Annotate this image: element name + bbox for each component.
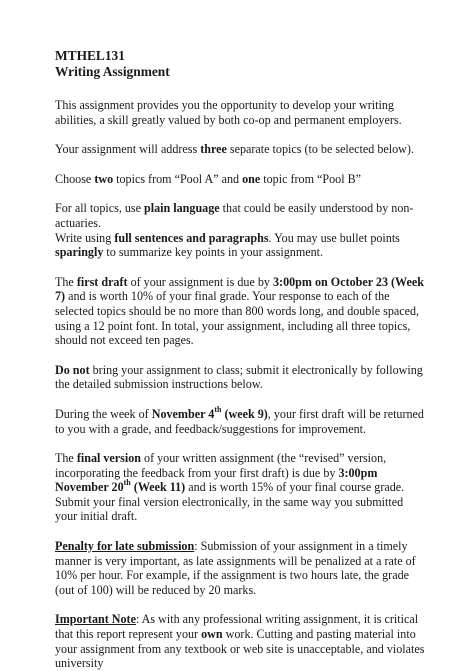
topics-count-paragraph: [55, 142, 425, 157]
document-header: [55, 48, 425, 80]
emphasis-own: own: [201, 627, 223, 642]
emphasis-full-sentences: full sentences and paragraphs: [114, 230, 269, 245]
text-run: . You may use bullet points: [268, 230, 400, 245]
return-date: [151, 404, 268, 421]
final-deadline-text: 3:00pm November 20: [55, 465, 378, 495]
ordinal-suffix: th: [214, 404, 222, 414]
text-run: that could be easily understood by non-actuaries.: [55, 201, 414, 230]
document-title: Writing Assignment: [55, 64, 170, 79]
text-run: of your written assignment (the “revised” version, incorporating the feedback from your first draft) is due by: [55, 451, 387, 480]
text-run: Choose: [55, 171, 95, 186]
intro-paragraph: [55, 98, 425, 127]
submission-method-paragraph: [55, 363, 425, 392]
emphasis-plain-language: plain language: [144, 201, 220, 216]
text-run: Your assignment will address: [55, 142, 201, 157]
important-note-heading: [55, 612, 136, 626]
return-week: (week 9): [221, 406, 268, 421]
style-guidelines-paragraph: [55, 201, 425, 259]
text-run: During the week of: [55, 406, 152, 421]
text-run: : As with any professional writing assignment, it is critical that this report represent your: [55, 612, 419, 642]
late-penalty-paragraph: [55, 539, 425, 597]
emphasis-one: one: [242, 171, 261, 186]
important-note-heading-text: Important Note: [55, 612, 136, 627]
emphasis-three: three: [200, 142, 227, 157]
text-run: : Submission of your assignment in a timely manner is very important, as late assignments will be penalized at a rate of 10% per hour. For example, if the assignment is two hours late, the grade (out of 100) will be reduced by 20 marks.: [55, 539, 416, 597]
first-draft-paragraph: [55, 275, 425, 348]
emphasis-two: two: [94, 171, 114, 186]
text-run: to summarize key points in your assignment.: [103, 245, 324, 260]
emphasis-do-not: Do not: [55, 362, 90, 377]
final-version-paragraph: [55, 451, 425, 524]
document-page: [55, 48, 425, 671]
text-run: bring your assignment to class; submit it electronically by following the detailed submission instructions below.: [55, 362, 423, 392]
draft-return-paragraph: [55, 404, 425, 436]
important-note-paragraph: [55, 612, 425, 670]
final-week: (Week 11): [130, 480, 186, 495]
text-run: topics from “Pool A” and: [113, 171, 243, 186]
emphasis-sparingly: sparingly: [55, 245, 104, 260]
text-run: Write using: [55, 230, 115, 245]
text-run: For all topics, use: [55, 201, 145, 216]
emphasis-first-draft: first draft: [76, 274, 128, 289]
late-penalty-heading: [55, 539, 194, 553]
late-penalty-heading-text: Penalty for late submission: [55, 539, 195, 554]
emphasis-final-version: final version: [76, 451, 141, 466]
text-run: and is worth 15% of your final course grade. Submit your final version electronically, in the same way you submitted your initial draft.: [55, 480, 405, 524]
course-code: MTHEL131: [55, 48, 125, 63]
text-run: The: [55, 274, 77, 289]
text-run: and is worth 10% of your final grade. Your response to each of the selected topics should be no more than 800 words long, and double spaced, using a 12 point font. In total, your assignment, including all three topics, should not exceed ten pages.: [55, 289, 420, 348]
intro-text: This assignment provides you the opportunity to develop your writing abilities, a skill greatly valued by both co-op and permanent employers.: [55, 98, 402, 127]
text-run: work. Cutting and pasting material into your assignment from any textbook or web site is unacceptable, and violates university: [55, 627, 425, 671]
text-run: topic from “Pool B”: [260, 171, 362, 186]
pool-choice-paragraph: [55, 172, 425, 187]
return-date-text: November 4: [151, 406, 215, 421]
text-run: of your assignment is due by: [127, 274, 273, 289]
text-run: The: [55, 451, 77, 466]
text-run: separate topics (to be selected below).: [226, 142, 414, 157]
ordinal-suffix: th: [123, 478, 131, 488]
text-run: , your first draft will be returned to you with a grade, and feedback/suggestions for improvement.: [55, 406, 424, 436]
first-draft-deadline: 3:00pm on October 23 (Week 7): [55, 274, 424, 304]
